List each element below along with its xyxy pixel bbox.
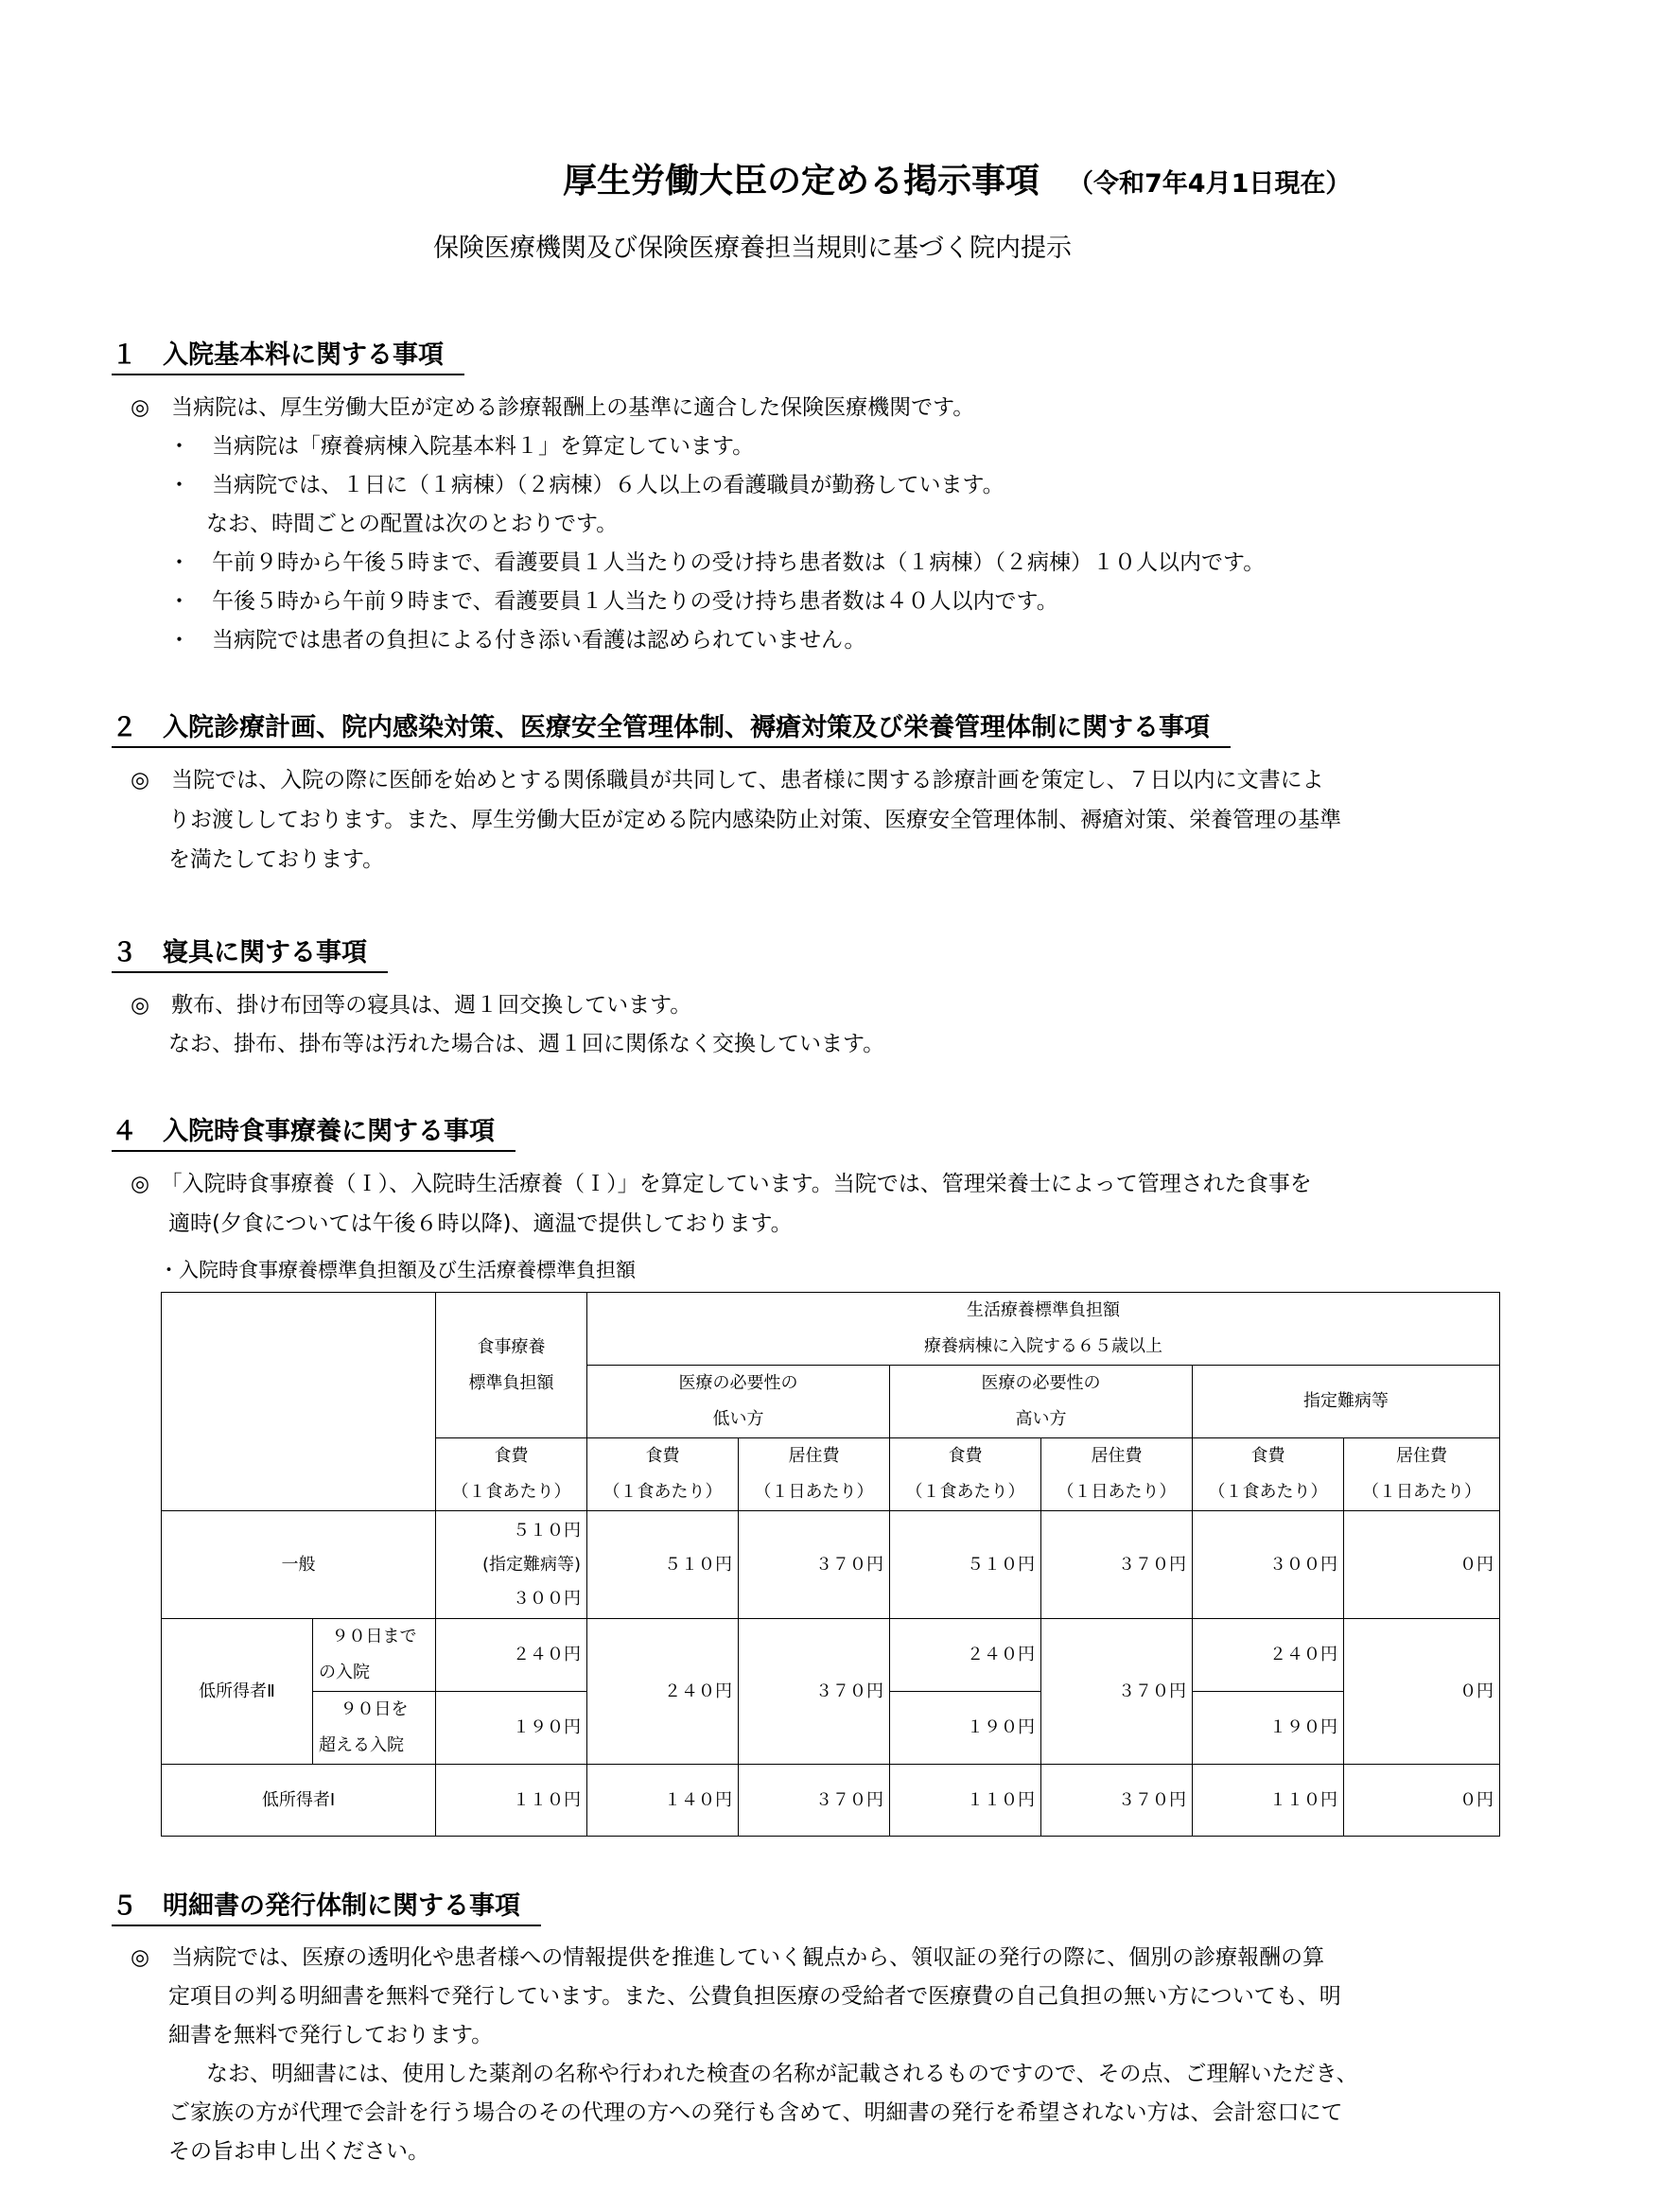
section-1-line: ・ 当病院では、１日に（１病棟）（２病棟）６人以上の看護職員が勤務しています。	[168, 473, 1005, 497]
cell-low2-des-meal-1: ２４０円	[1193, 1619, 1344, 1692]
section-5-line: 定項目の判る明細書を無料で発行しています。また、公費負担医療の受給者で医療費の自己負担の無い方についても、明	[168, 1984, 1341, 2009]
section-2-line: を満たしております。	[168, 847, 385, 872]
header-stay-per: 居住費 （１日あたり）	[1041, 1438, 1193, 1511]
section-5-line: その旨お申し出ください。	[168, 2139, 429, 2164]
row-sublabel-low2-90: ９０日まで の入院	[313, 1619, 436, 1692]
table-row-low1	[162, 1765, 1500, 1837]
section-2-line: りお渡ししております。また、厚生労働大臣が定める院内感染防止対策、医療安全管理体制、褥瘡対策、栄養管理の基準	[168, 808, 1342, 832]
section-1-line: ◎ 当病院は、厚生労働大臣が定める診療報酬上の基準に適合した保険医療機関です。	[131, 395, 975, 420]
cell-low1-low-stay: ３７０円	[739, 1765, 890, 1837]
header-low-need: 医療の必要性の 低い方	[587, 1366, 890, 1438]
cell-low1-high-meal: １１０円	[890, 1765, 1041, 1837]
section-1-line: ・ 当病院は「療養病棟入院基本料１」を算定しています。	[168, 434, 755, 459]
header-life-std: 生活療養標準負担額 療養病棟に入院する６５歳以上	[587, 1293, 1500, 1366]
header-meal-std: 食事療養 標準負担額	[436, 1293, 587, 1438]
cell-low2-low-stay: ３７０円	[739, 1619, 890, 1765]
section-4-heading: ４ 入院時食事療養に関する事項	[112, 1110, 515, 1152]
cell-general-high-stay: ３７０円	[1041, 1511, 1193, 1619]
row-label-low1: 低所得者Ⅰ	[162, 1765, 436, 1837]
cell-low1-des-meal: １１０円	[1193, 1765, 1344, 1837]
cell-general-des-stay: ０円	[1344, 1511, 1500, 1619]
cell-low2-des-meal-2: １９０円	[1193, 1692, 1344, 1765]
cell-low2-meal-std-2: １９０円	[436, 1692, 587, 1765]
cell-low2-high-stay: ３７０円	[1041, 1619, 1193, 1765]
page-subtitle: 保険医療機関及び保険医療養担当規則に基づく院内提示	[433, 234, 1072, 263]
section-2-line: ◎ 当院では、入院の際に医師を始めとする関係職員が共同して、患者様に関する診療計画を策定し、７日以内に文書によ	[131, 768, 1324, 792]
cell-general-meal-std: ５１０円 (指定難病等) ３００円	[436, 1511, 587, 1619]
cell-low2-high-meal-1: ２４０円	[890, 1619, 1041, 1692]
section-2-heading: ２ 入院診療計画、院内感染対策、医療安全管理体制、褥瘡対策及び栄養管理体制に関する事項	[112, 706, 1231, 748]
section-1-heading: １ 入院基本料に関する事項	[112, 334, 464, 375]
page-title	[563, 154, 1351, 202]
table-row-low2	[162, 1619, 1500, 1692]
cell-low1-meal-std: １１０円	[436, 1765, 587, 1837]
table-corner-cell	[162, 1293, 436, 1511]
cell-general-low-meal: ５１０円	[587, 1511, 739, 1619]
cell-low2-low-meal: ２４０円	[587, 1619, 739, 1765]
cell-low2-des-stay: ０円	[1344, 1619, 1500, 1765]
header-meal-per: 食費 （１食あたり）	[587, 1438, 739, 1511]
section-3-heading: ３ 寝具に関する事項	[112, 932, 388, 973]
header-meal-per: 食費 （１食あたり）	[1193, 1438, 1344, 1511]
row-sublabel-low2-over90: ９０日を 超える入院	[313, 1692, 436, 1765]
section-5-line: 細書を無料で発行しております。	[168, 2023, 494, 2047]
section-5-heading: ５ 明細書の発行体制に関する事項	[112, 1885, 541, 1926]
header-designated: 指定難病等	[1193, 1366, 1500, 1438]
cell-low1-high-stay: ３７０円	[1041, 1765, 1193, 1837]
cell-general-des-meal: ３００円	[1193, 1511, 1344, 1619]
cell-low2-meal-std-1: ２４０円	[436, 1619, 587, 1692]
title-text: 厚生労働大臣の定める掲示事項	[563, 162, 1040, 200]
section-1-line: ・ 当病院では患者の負担による付き添い看護は認められていません。	[168, 628, 866, 653]
header-meal-per: 食費 （１食あたり）	[436, 1438, 587, 1511]
row-label-general: 一般	[162, 1511, 436, 1619]
cell-low1-low-meal: １４０円	[587, 1765, 739, 1837]
section-1-line: ・ 午前９時から午後５時まで、看護要員１人当たりの受け持ち患者数は（１病棟）（２病棟）１０人以内です。	[168, 550, 1266, 575]
header-high-need: 医療の必要性の 高い方	[890, 1366, 1193, 1438]
cell-general-high-meal: ５１０円	[890, 1511, 1041, 1619]
title-date: （令和7年4月1日現在）	[1068, 169, 1352, 199]
section-1-line: なお、時間ごとの配置は次のとおりです。	[206, 512, 619, 536]
section-5-line: ご家族の方が代理で会計を行う場合のその代理の方への発行も含めて、明細書の発行を希望されない方は、会計窓口にて	[168, 2100, 1343, 2125]
section-1-line: ・ 午後５時から午前９時まで、看護要員１人当たりの受け持ち患者数は４０人以内です。	[168, 589, 1058, 614]
section-4-line: 適時(夕食については午後６時以降)、適温で提供しております。	[168, 1211, 793, 1236]
table-caption: ・入院時食事療養標準負担額及び生活療養標準負担額	[159, 1259, 636, 1281]
cell-low2-high-meal-2: １９０円	[890, 1692, 1041, 1765]
meal-fee-table	[161, 1292, 1500, 1837]
section-5-line: ◎ 当病院では、医療の透明化や患者様への情報提供を推進していく観点から、領収証の発行の際に、個別の診療報酬の算	[131, 1945, 1325, 1970]
cell-low1-des-stay: ０円	[1344, 1765, 1500, 1837]
section-3-line: なお、掛布、掛布等は汚れた場合は、週１回に関係なく交換しています。	[168, 1032, 885, 1056]
row-label-low2: 低所得者Ⅱ	[162, 1619, 313, 1765]
section-5-line: なお、明細書には、使用した薬剤の名称や行われた検査の名称が記載されるものですので、その点、ご理解いただき、	[206, 2062, 1358, 2086]
section-4-line: ◎ 「入院時食事療養（Ｉ）、入院時生活療養（Ｉ）」を算定しています。当院では、管理栄養士によって管理された食事を	[131, 1172, 1312, 1196]
section-3-line: ◎ 敷布、掛け布団等の寝具は、週１回交換しています。	[131, 993, 692, 1018]
table-row-general	[162, 1511, 1500, 1619]
header-stay-per: 居住費 （１日あたり）	[1344, 1438, 1500, 1511]
header-stay-per: 居住費 （１日あたり）	[739, 1438, 890, 1511]
header-meal-per: 食費 （１食あたり）	[890, 1438, 1041, 1511]
cell-general-low-stay: ３７０円	[739, 1511, 890, 1619]
